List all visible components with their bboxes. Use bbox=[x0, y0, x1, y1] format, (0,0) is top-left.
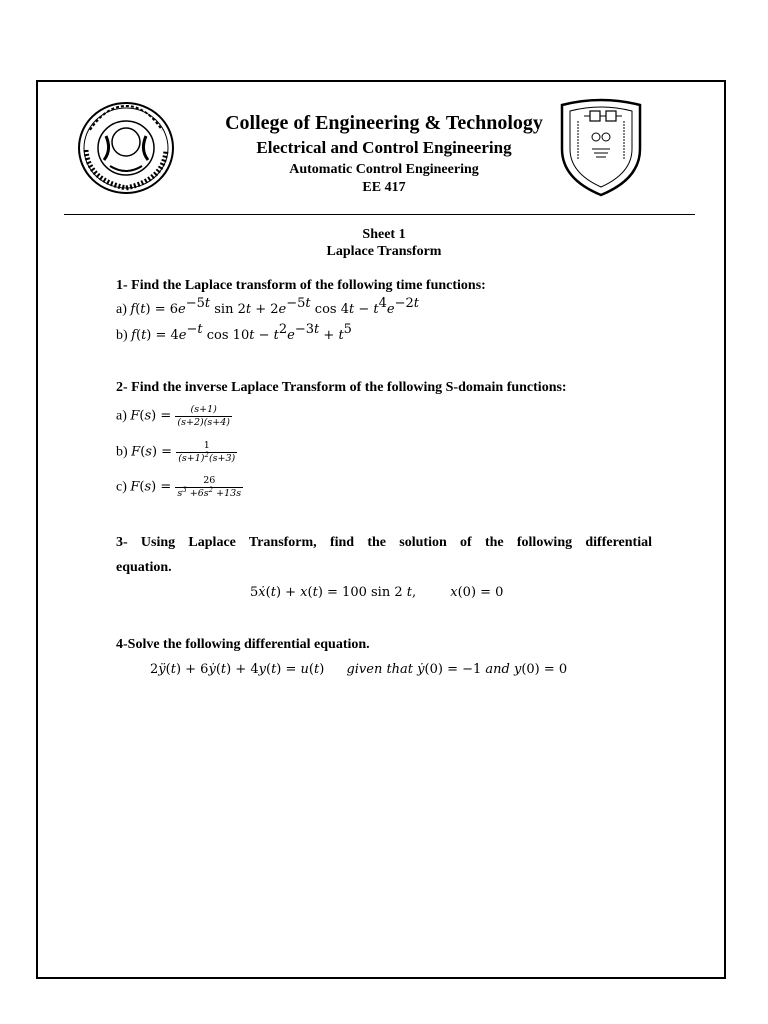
question-2c: c) F(s) = $\frac{26}{s^3 +6s^2 +13s}$ bbox=[116, 475, 242, 499]
question-4-title: 4-Solve the following differential equation. bbox=[116, 637, 370, 652]
question-1a-label: a) bbox=[116, 302, 127, 317]
header-divider bbox=[64, 214, 695, 215]
question-1a: a) $f(t) = 6e^{-5t}$ $\sin 2t + 2e^{-5t}$ $\cos 4t - t^4e^{-2t}$ bbox=[116, 296, 420, 317]
question-2-title: 2- Find the inverse Laplace Transform of the following S-domain functions: bbox=[116, 380, 567, 395]
question-3-equation: 5ẋ(t) + x(t) = 100 sin 2 t, x(0) = 0 bbox=[250, 585, 504, 600]
question-2a: a) F(s) = $\frac{(s+1)}{(s+2)(s+4)}$ bbox=[116, 404, 230, 428]
question-3-line1: 3- Using Laplace Transform, find the solution of the following differential bbox=[116, 535, 652, 550]
department-shield-logo bbox=[556, 97, 646, 197]
question-2a-label: a) bbox=[116, 408, 127, 424]
question-2b: b) F(s) = $\frac{1}{(s+1)^2(s+3)}$ bbox=[116, 440, 236, 464]
university-seal-logo bbox=[76, 100, 176, 196]
department-name: Electrical and Control Engineering bbox=[256, 138, 512, 157]
question-1b: b) $f(t) = 4e^{-t}$ $\cos 10t - t^2e^{-3t} + t^5$ bbox=[116, 322, 352, 343]
question-4-equation: 2ÿ(t) + 6ẏ(t) + 4y(t) = u(t) given that ẏ(0) = −1 and y(0) = 0 bbox=[150, 662, 568, 677]
question-3-line2: equation. bbox=[116, 560, 172, 575]
college-name: College of Engineering & Technology bbox=[225, 112, 543, 134]
sheet-topic: Laplace Transform bbox=[326, 244, 442, 259]
course-code: EE 417 bbox=[362, 180, 406, 195]
question-1-title: 1- Find the Laplace transform of the following time functions: bbox=[116, 278, 486, 293]
question-1b-label: b) bbox=[116, 328, 128, 343]
question-2c-label: c) bbox=[116, 479, 127, 495]
sheet-number: Sheet 1 bbox=[362, 227, 406, 242]
question-2b-label: b) bbox=[116, 444, 128, 460]
program-name: Automatic Control Engineering bbox=[289, 162, 479, 177]
